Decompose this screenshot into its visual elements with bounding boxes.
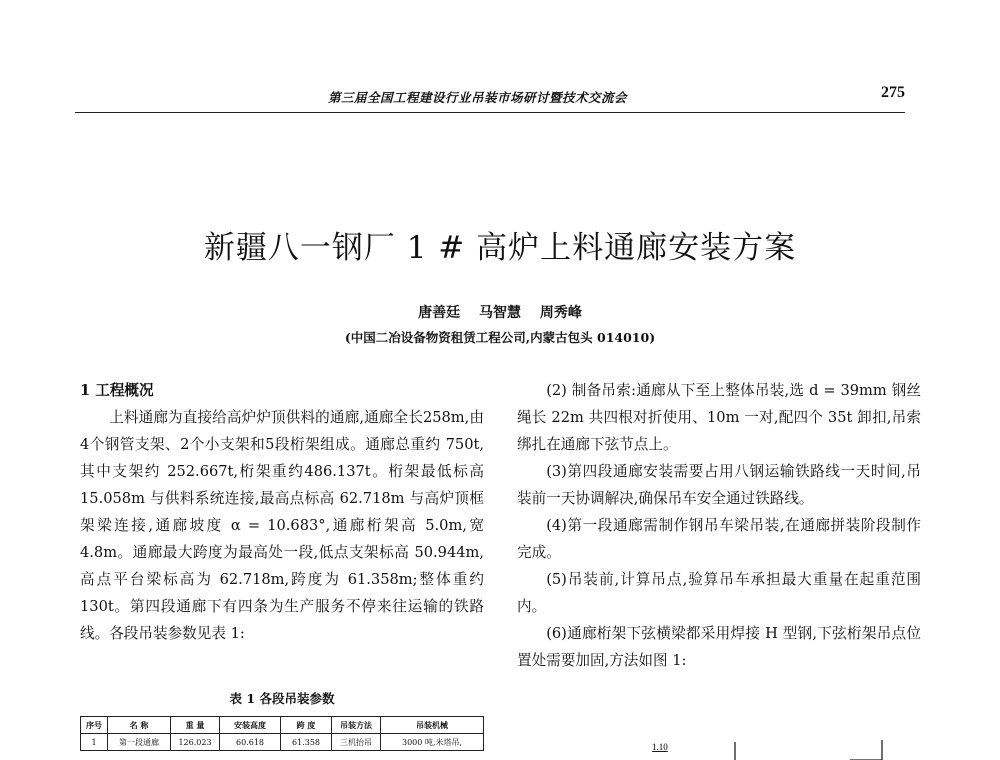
section-heading: 1 工程概况 — [80, 382, 154, 399]
table-cell: 3000 吨,米塔吊, — [381, 734, 484, 751]
conference-name: 第三届全国工程建设行业吊装市场研讨暨技术交流会 — [328, 90, 628, 105]
table-row — [81, 734, 484, 751]
table-header-cell: 名 称 — [108, 717, 171, 734]
paragraph: (2) 制备吊索:通廊从下至上整体吊装,选 d = 39mm 钢丝绳长 22m 共四根对折使用、10m 一对,配四个 35t 卸扣,吊索绑扎在通廊下弦节点上。 — [517, 382, 921, 453]
table-caption: 表 1 各段吊装参数 — [229, 691, 335, 706]
running-header — [75, 84, 905, 113]
figure-1-fragment — [620, 736, 920, 760]
table-cell: 三机抬吊 — [332, 734, 381, 751]
authors: 唐善廷 马智慧 周秀峰 — [418, 305, 582, 321]
table-cell: 126.023 — [171, 734, 220, 751]
table-cell: 1 — [81, 734, 108, 751]
page-number: 275 — [881, 84, 905, 101]
table-header-cell: 重 量 — [171, 717, 220, 734]
table-header-cell: 吊装方法 — [332, 717, 381, 734]
paper-title: 新疆八一钢厂 1 # 高炉上料通廊安装方案 — [203, 230, 797, 266]
figure-dimension-label: 1.10 — [652, 742, 668, 752]
right-column — [517, 377, 921, 674]
table-cell: 60.618 — [220, 734, 281, 751]
paragraph: (5)吊装前,计算吊点,验算吊车承担最大重量在起重范围内。 — [517, 571, 921, 615]
paragraph: (4)第一段通廊需制作钢吊车梁吊装,在通廊拼装阶段制作完成。 — [517, 517, 921, 561]
left-column — [80, 377, 484, 647]
table-header-cell: 跨 度 — [281, 717, 332, 734]
paragraph: (6)通廊桁架下弦横梁都采用焊接 H 型钢,下弦桁架吊点位置处需要加固,方法如图 1: — [517, 625, 921, 669]
table-cell: 第一段通廊 — [108, 734, 171, 751]
paragraph: 上料通廊为直接给高炉炉顶供料的通廊,通廊全长258m,由4个钢管支架、2个小支架和5段桁架组成。通廊总重约 750t,其中支架约 252.667t,桁架重约486.137t。桁架最低标高 15.058m 与供料系统连接,最高点标高 62.718m 与高炉顶框架梁连接,通廊坡度 α = 10.683°,通廊桁架高 5.0m,宽 4.8m。通廊最大跨度为最高处一段,低点支架标高 50.944m,高点平台梁标高为 62.718m,跨度为 61.358m;整体重约 130t。第四段通廊下有四条为生产服务不停来往运输的铁路线。各段吊装参数见表 1: — [80, 409, 484, 642]
table-header-row — [81, 717, 484, 734]
table-header-cell: 序号 — [81, 717, 108, 734]
affiliation: (中国二冶设备物资租赁工程公司,内蒙古包头 014010) — [344, 330, 656, 345]
paragraph: (3)第四段通廊安装需要占用八钢运输铁路线一天时间,吊装前一天协调解决,确保吊车安全通过铁路线。 — [517, 463, 921, 507]
table-lifting-parameters — [80, 716, 484, 751]
table-cell: 61.358 — [281, 734, 332, 751]
table-header-cell: 安装高度 — [220, 717, 281, 734]
table-header-cell: 吊装机械 — [381, 717, 484, 734]
